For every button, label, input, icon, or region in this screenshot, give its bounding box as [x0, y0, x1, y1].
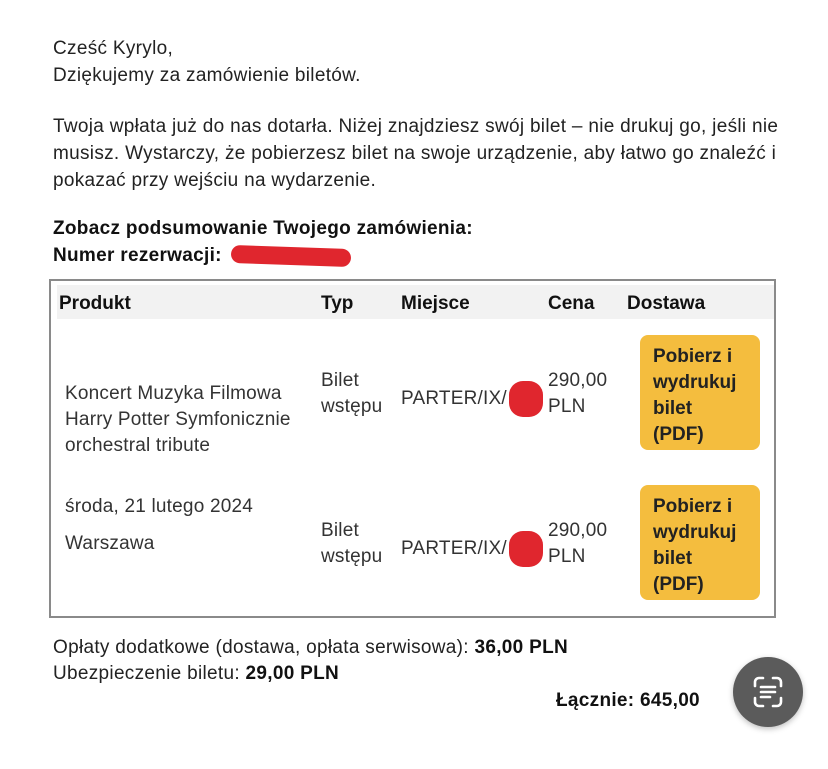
ticket-type: Bilet wstępu: [321, 520, 383, 567]
redacted-reservation-number: [231, 245, 352, 267]
download-ticket-button[interactable]: Pobierz i wydrukuj bilet (PDF): [640, 485, 760, 600]
greeting: [53, 35, 361, 89]
reservation-label: Numer rezerwacji:: [53, 245, 222, 266]
event-title: Koncert Muzyka Filmowa Harry Potter Symfonicznie orchestral tribute: [65, 383, 291, 456]
ticket-price: 290,00 PLN: [548, 520, 608, 567]
redacted-seat-number: [509, 381, 543, 417]
event-city: Warszawa: [65, 533, 155, 554]
total-label: Łącznie:: [556, 690, 635, 711]
reservation-number-line: [53, 242, 473, 269]
redacted-seat-number: [509, 531, 543, 567]
order-summary: [53, 215, 473, 269]
header-delivery: Dostawa: [627, 293, 706, 314]
fees-label: Opłaty dodatkowe (dostawa, opłata serwisowa):: [53, 637, 469, 658]
download-ticket-button[interactable]: Pobierz i wydrukuj bilet (PDF): [640, 335, 760, 450]
header-seat: Miejsce: [401, 293, 470, 314]
order-table: [49, 279, 776, 618]
live-text-button[interactable]: [733, 657, 803, 727]
insurance-label: Ubezpieczenie biletu:: [53, 663, 240, 684]
insurance-value: 29,00 PLN: [245, 663, 340, 684]
header-price: Cena: [548, 293, 595, 314]
order-total: [556, 687, 700, 714]
total-value: 645,00: [640, 690, 700, 711]
table-header: [57, 285, 774, 319]
greeting-line2: Dziękujemy za zamówienie biletów.: [53, 65, 361, 86]
seat-label: PARTER/IX/: [401, 388, 507, 410]
summary-heading: Zobacz podsumowanie Twojego zamówienia:: [53, 218, 473, 239]
seat-label: PARTER/IX/: [401, 538, 507, 560]
fees-value: 36,00 PLN: [474, 637, 568, 658]
text-scan-icon: [733, 657, 803, 727]
header-type: Typ: [321, 293, 354, 314]
intro-paragraph: Twoja wpłata już do nas dotarła. Niżej znajdziesz swój bilet – nie drukuj go, jeśli nie musisz. Wystarczy, że pobierzesz bilet na swoje urządzenie, aby łatwo go znaleźć i pokazać przy wejściu na wydarzenie.: [53, 116, 779, 191]
ticket-insurance: [53, 660, 339, 687]
header-product: Produkt: [59, 293, 131, 314]
event-date: środa, 21 lutego 2024: [65, 496, 254, 517]
additional-fees: [53, 634, 568, 661]
ticket-type: Bilet wstępu: [321, 370, 383, 417]
seat: [401, 531, 543, 567]
seat: [401, 381, 543, 417]
ticket-price: 290,00 PLN: [548, 370, 608, 417]
greeting-line1: Cześć Kyrylo,: [53, 38, 174, 59]
